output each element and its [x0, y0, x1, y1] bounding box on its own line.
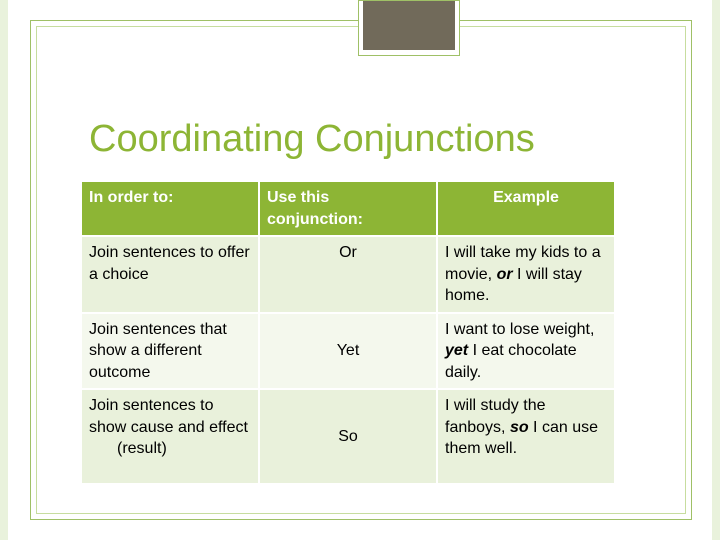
conjunction-cell: Yet — [259, 313, 437, 390]
example-text: I eat chocolate daily. — [445, 342, 577, 381]
header-use-this-conjunction: Use this conjunction: — [259, 182, 437, 236]
header-in-order-to: In order to: — [82, 182, 259, 236]
left-border-stripe — [0, 0, 8, 540]
purpose-text: Join sentences to show cause and effect — [89, 397, 248, 436]
slide-title: Coordinating Conjunctions — [89, 118, 535, 160]
conjunction-cell: So — [259, 389, 437, 483]
example-keyword: or — [496, 265, 513, 283]
right-border-stripe — [712, 0, 720, 540]
purpose-cell: Join sentences that show a different outcome — [82, 313, 259, 390]
purpose-note: (result) — [117, 440, 167, 457]
example-keyword: yet — [445, 342, 469, 359]
table-header-row — [82, 182, 614, 236]
example-cell — [437, 389, 614, 483]
table-row — [82, 313, 614, 390]
example-text: I will study the fanboys, — [445, 397, 546, 436]
example-keyword: so — [509, 418, 529, 436]
table-row — [82, 389, 614, 483]
purpose-cell: Join sentences to offer a choice — [82, 236, 259, 313]
decorative-tab — [358, 0, 460, 56]
table-row — [82, 236, 614, 313]
header-example: Example — [437, 182, 614, 236]
conjunction-table — [82, 182, 614, 483]
conjunction-cell: Or — [259, 236, 437, 313]
example-cell — [437, 236, 614, 313]
purpose-cell — [82, 389, 259, 483]
example-text: I will take my kids to a movie, — [445, 244, 601, 283]
example-cell — [437, 313, 614, 390]
example-text: I can use them well. — [445, 418, 598, 457]
decorative-tab-fill — [363, 1, 455, 50]
example-text: I want to lose weight, — [445, 320, 595, 338]
example-text: I will stay home. — [445, 265, 582, 304]
